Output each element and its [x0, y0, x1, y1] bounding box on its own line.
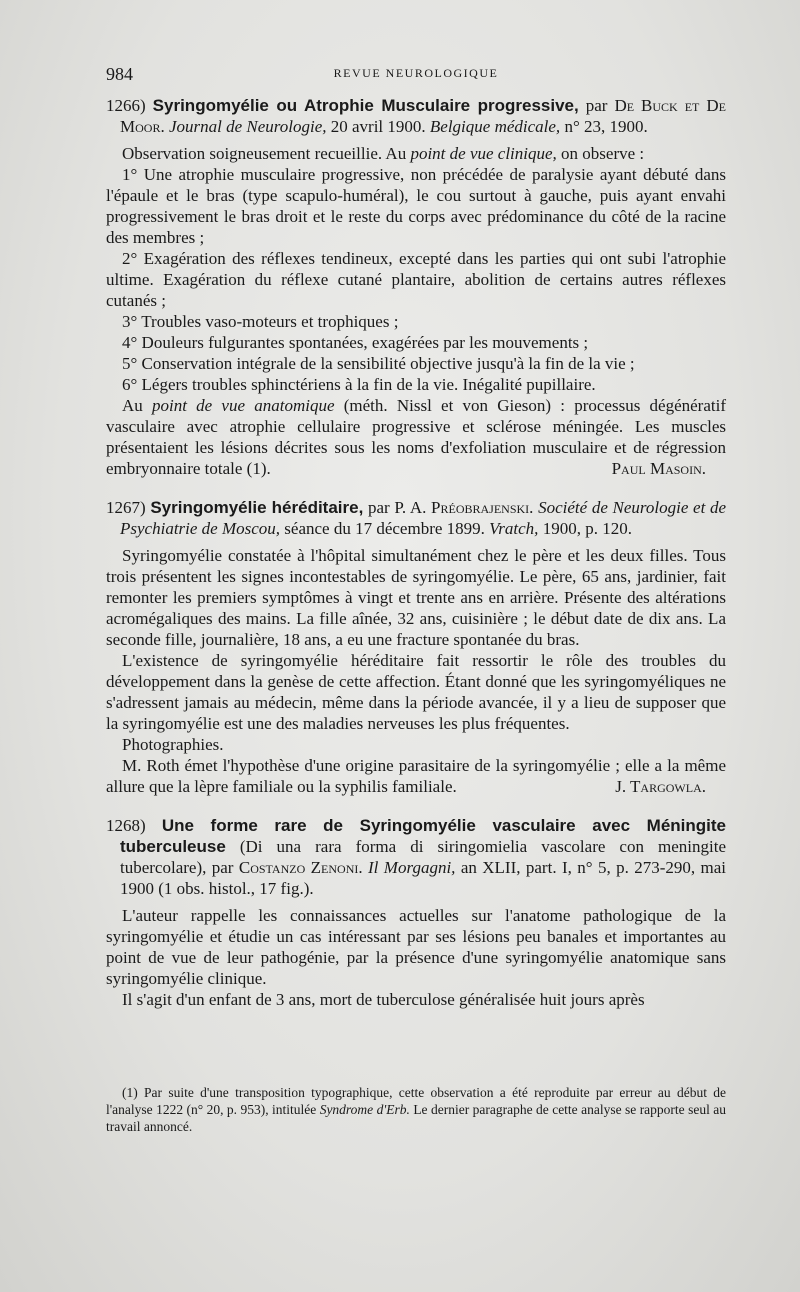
- entry-number: 1267): [106, 498, 146, 517]
- entry-authors: Costanzo Zenoni.: [238, 858, 363, 877]
- text-run: Syndrome d'Erb.: [319, 1102, 410, 1117]
- paragraph: 3° Troubles vaso-moteurs et trophiques ;: [122, 312, 399, 331]
- text-run: M. Roth émet l'hypothèse d'une origine parasitaire de la syringomyélie ; elle a la même allure que la lèpre familiale ou la syphilis familiale.: [106, 756, 726, 796]
- signature: Paul Masoin.: [611, 459, 706, 478]
- entry-1268: [106, 815, 726, 1010]
- journal-date-1: 20 avril 1900.: [330, 117, 426, 136]
- journal-ref: Il Morgagni,: [368, 858, 456, 877]
- entry-title: Une forme rare de Syringomyélie vasculaire avec Méningite tuberculeuse: [120, 816, 726, 856]
- signature: J. Targowla.: [615, 777, 706, 796]
- journal-ref-1: Journal de Neurologie,: [168, 117, 327, 136]
- paragraph: Il s'agit d'un enfant de 3 ans, mort de tuberculose généralisée huit jours après: [122, 990, 645, 1009]
- paragraph: L'auteur rappelle les connaissances actuelles sur l'anatome pathologique de la syringomyélie et étudie un cas intéressant par ses lésions peu banales et importantes au point de vue de leur pathogénie, par la présence d'une syringomyélie anatomique sans syringomyélie clinique.: [106, 906, 726, 988]
- text-run: (1) Par suite d'une transposition typographique, cette observation a été reproduite par erreur au début de l'analyse 1222 (n° 20, p. 953), intitulée: [106, 1085, 726, 1117]
- entry-1266-heading: [106, 95, 726, 137]
- text-run: Observation soigneusement recueillie. Au: [122, 144, 407, 163]
- entry-number: 1266): [106, 96, 146, 115]
- journal-ref-2: Belgique médicale,: [429, 117, 561, 136]
- entry-number: 1268): [106, 816, 146, 835]
- entry-1267-body: [106, 545, 726, 797]
- society-ref: Société de Neurologie et de Psychiatrie de Moscou,: [120, 498, 726, 538]
- entry-1268-heading: [106, 815, 726, 899]
- paragraph: Photographies.: [122, 735, 224, 754]
- entry-authors: Préobrajenski.: [431, 498, 534, 517]
- paragraph: 2° Exagération des réflexes tendineux, excepté dans les parties qui ont subi l'atrophie ultime. Exagération du réflexe cutané plantaire, abolition de certains autres réflexes cutanés ;: [106, 249, 726, 310]
- journal-issue: 1900, p. 120.: [542, 519, 632, 538]
- journal-title: REVUE NEUROLOGIQUE: [333, 66, 499, 80]
- paragraph: Syringomyélie constatée à l'hôpital simultanément chez le père et les deux filles. Tous trois présentent les signes incontestables de syringomyélie. Le père, 65 ans, jardinier, fait remonter les premiers symptômes à vingt et trente ans en arrière. Présente des altérations acromégaliques des mains. La fille aînée, 32 ans, cuisinière ; le début date de dix ans. La seconde fille, journalière, 18 ans, a eu une fracture spontanée du bras.: [106, 546, 726, 649]
- paragraph: L'existence de syringomyélie héréditaire fait ressortir le rôle des troubles du développement dans la genèse de cette affection. Étant donné que les syringomyéliques ne s'adressent jamais au médecin, même dans la période avancée, il y a lieu de supposer que la syringomyélie est une des maladies nerveuses les plus fréquentes.: [106, 651, 726, 733]
- text-run: Le dernier paragraphe de cette analyse se rapporte seul au travail annoncé.: [106, 1102, 727, 1134]
- text-run: Au: [122, 396, 143, 415]
- text-column: [106, 60, 726, 1010]
- paragraph: 1° Une atrophie musculaire progressive, non précédée de paralysie ayant débuté dans l'épaule et le bras (type scapulo-huméral), le cou surtout à gauche, puis ayant envahi progressivement le bras droit et le reste du corps avec prédominance du côté de la racine des membres ;: [106, 165, 726, 247]
- text-run: point de vue anatomique: [152, 396, 335, 415]
- entry-1266: [106, 95, 726, 479]
- footnote-text: [106, 1084, 726, 1135]
- original-title: (Di una rara forma di siringomielia vascolare con meningite tubercolare), par: [120, 837, 727, 877]
- journal-issue-2: n° 23, 1900.: [564, 117, 648, 136]
- page-number: 984: [106, 64, 133, 84]
- journal-issue: an XLII, part. I, n° 5, p. 273-290, mai 1900 (1 obs. histol., 17 fig.).: [120, 858, 727, 898]
- paragraph: 4° Douleurs fulgurantes spontanées, exagérées par les mouvements ;: [122, 333, 589, 352]
- by-text: par: [585, 96, 608, 115]
- paragraph: [106, 755, 726, 797]
- paragraph: [106, 143, 726, 164]
- entry-1267-heading: [106, 497, 726, 539]
- paragraph: [106, 395, 726, 479]
- paragraph: 5° Conservation intégrale de la sensibilité objective jusqu'à la fin de la vie ;: [122, 354, 635, 373]
- entry-1267: [106, 497, 726, 797]
- text-run: on observe :: [561, 144, 645, 163]
- text-run: (méth. Nissl et von Gieson) : processus dégénératif vasculaire avec atrophie cellulaire progressive et sclérose méningée. Les muscles présentaient les lésions décrites sous les noms d'exfoliation musculaire et de régression embryonnaire totale (1).: [106, 396, 726, 478]
- entry-1268-body: [106, 905, 726, 1010]
- running-head: [106, 60, 726, 86]
- entry-title: Syringomyélie héréditaire,: [150, 498, 364, 517]
- entry-title: Syringomyélie ou Atrophie Musculaire progressive,: [152, 96, 579, 115]
- footnote: [106, 1084, 726, 1135]
- entry-1266-body: [106, 143, 726, 479]
- entry-authors: De Buck et De Moor.: [120, 96, 726, 136]
- session-date: séance du 17 décembre 1899.: [284, 519, 485, 538]
- paragraph: 6° Légers troubles sphinctériens à la fin de la vie. Inégalité pupillaire.: [122, 375, 596, 394]
- by-text: par P. A.: [367, 498, 427, 517]
- journal-ref: Vratch,: [489, 519, 539, 538]
- text-run: point de vue clinique,: [410, 144, 557, 163]
